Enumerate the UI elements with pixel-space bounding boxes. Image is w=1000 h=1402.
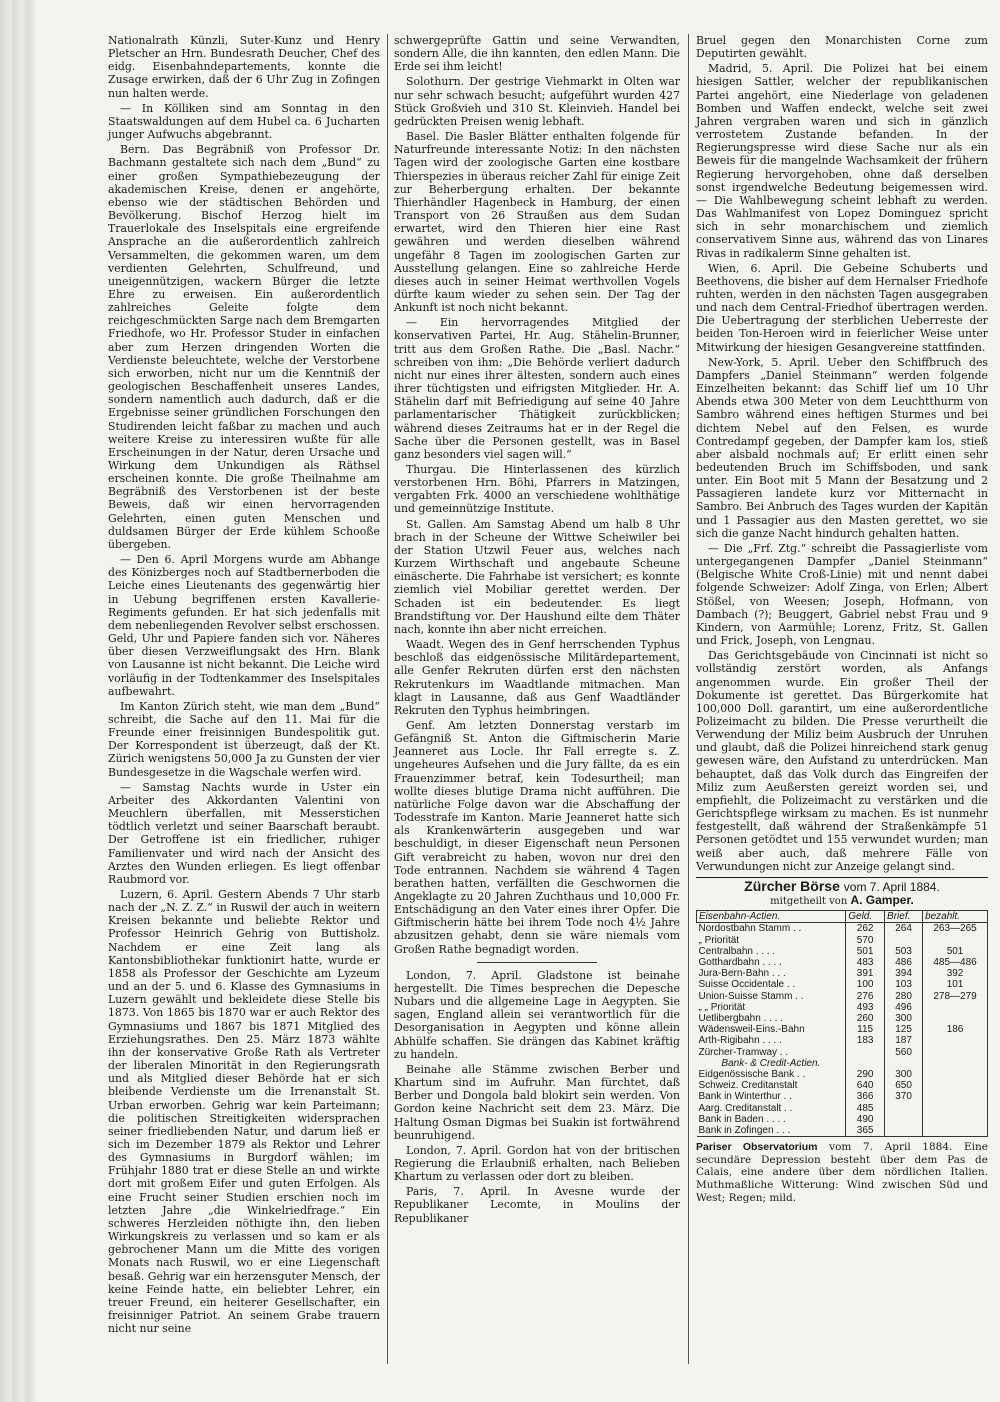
stock-value: 640 <box>846 1080 885 1091</box>
table-row <box>697 1091 988 1102</box>
stock-value <box>923 1103 988 1114</box>
stock-value: 125 <box>885 1024 923 1035</box>
stock-value: 503 <box>885 946 923 957</box>
table-row <box>697 1080 988 1091</box>
bourse-title: Zürcher Börse <box>744 877 840 894</box>
telegram-paragraph: — Die „Frf. Ztg.“ schreibt die Passagierliste vom untergegangenen Dampfer „Daniel Steinmann“ (Belgische White Croß-Linie) mit und nennt dabei folgende Schweizer: Adolf Zinga, von Erlen; Albert Stößel, von Weesen; Joseph, Hofmann, von Dambach (?); Beuggert, Gabriel nebst Frau und 9 Kindern, von Aarmühle; Lorenz, Fritz, St. Gallen und Frick, Joseph, von Lengnau. <box>696 541 988 648</box>
stock-value <box>923 1114 988 1125</box>
telegram-paragraph: New-York, 5. April. Ueber den Schiffbruch des Dampfers „Daniel Steinmann“ werden folgende Einzelheiten bekannt: das Schiff lief um 10 Uhr Abends etwa 300 Meter von dem Leuchtthurm von Sambro während eines heftigen Sturmes und bei dichtem Nebel auf den Felsen, es wurde Contredampf gegeben, der Dampfer kam los, stieß aber alsbald nochmals auf; Er erlitt einen sehr bedeutenden Bruch im Schiffsboden, und sank unter. Ein Boot mit 5 Mann der Besatzung und 2 Passagieren landete kurz vor Mitternacht in Sambro. Bei Anbruch des Tages wurden der Kapitän und 1 Passagier aus den Masten gerettet, wo sie sich die ganze Nacht hindurch gehalten hatten. <box>696 355 988 540</box>
observatory-section <box>696 1141 988 1204</box>
stock-value <box>885 935 923 946</box>
empty-cell <box>885 1058 923 1069</box>
stock-value: 490 <box>846 1114 885 1125</box>
column-rule <box>387 34 388 1364</box>
table-category-row <box>697 1058 988 1069</box>
column-rule <box>688 34 689 1364</box>
stock-value: 485 <box>846 1103 885 1114</box>
table-row <box>697 1024 988 1035</box>
stock-value: 366 <box>846 1091 885 1102</box>
col-header-brief: Brief. <box>885 911 923 923</box>
stock-value: 290 <box>846 1069 885 1080</box>
stock-value: 493 <box>846 1002 885 1013</box>
stock-value: 280 <box>885 991 923 1002</box>
stock-value: 262 <box>846 923 885 935</box>
table-row <box>697 979 988 990</box>
stock-value: 501 <box>846 946 885 957</box>
stock-name: Suisse Occidentale . . <box>697 979 846 990</box>
article-paragraph: St. Gallen. Am Samstag Abend um halb 8 Uhr brach in der Scheune der Wittwe Scheiwiler bei der Station Utzwil Feuer aus, welches nach Kurzem Wirthschaft und angebaute Scheune einäscherte. Die Fahrhabe ist versichert; es konnte ziemlich viel Mobiliar gerettet werden. Der Schaden ist ein bedeutender. Es liegt Brandstiftung vor. Der Haushund eilte dem Thäter nach, konnte ihn aber nicht erreichen. <box>394 517 680 636</box>
stock-value <box>885 1103 923 1114</box>
stock-value: 483 <box>846 957 885 968</box>
stock-value <box>923 1125 988 1137</box>
stock-value: 365 <box>846 1125 885 1137</box>
article-paragraph: Solothurn. Der gestrige Viehmarkt in Olten war nur sehr schwach besucht; aufgeführt wurden 427 Stück Großvieh und 310 St. Kleinvieh. Handel bei gedrückten Preisen wenig lebhaft. <box>394 75 680 128</box>
article-paragraph: Basel. Die Basler Blätter enthalten folgende für Naturfreunde interessante Notiz: In den nächsten Tagen wird der zoologische Garten eine kostbare Thierspezies in überaus reicher Zahl für einige Zeit zur Beherbergung erhalten. Der bekannte Thierhändler Hagenbeck in Hamburg, der einen Transport von 26 Straußen aus dem Sudan erwartet, wird den Thieren hier eine Rast gewähren und werden dieselben während ungefähr 8 Tagen im zoologischen Garten zur Ausstellung gelangen. Eine so zahlreiche Herde dieses auch in seiner Heimat werthvollen Vogels dürfte kaum wieder zu sehen sein. Der Tag der Ankunft ist noch nicht bekannt. <box>394 130 680 315</box>
stock-name: Zürcher-Tramway . . <box>697 1047 846 1058</box>
stock-name: Aarg. Creditanstalt . . <box>697 1103 846 1114</box>
stock-value <box>923 1013 988 1024</box>
paper-edge <box>0 0 38 1402</box>
stock-value <box>923 1047 988 1058</box>
table-row <box>697 968 988 979</box>
stock-value <box>923 1091 988 1102</box>
stock-value: 278—279 <box>923 991 988 1002</box>
article-paragraph: — In Kölliken sind am Sonntag in den Staatswaldungen auf dem Hubel ca. 6 Jucharten junger Aufwuchs abgebrannt. <box>108 101 380 142</box>
stock-value <box>923 935 988 946</box>
telegram-paragraph: Beinahe alle Stämme zwischen Berber und Khartum sind im Aufruhr. Man fürchtet, daß Berber und Dongola bald blokirt sein werden. Von Gordon keine Nachricht seit dem 23. März. Die Haltung Osman Digmas bei Suakin ist fortwährend beunruhigend. <box>394 1062 680 1142</box>
stock-value: 394 <box>885 968 923 979</box>
stock-name: Gotthardbahn . . . . <box>697 957 846 968</box>
bank-category-label: Bank- & Credit-Actien. <box>697 1058 846 1069</box>
table-row <box>697 923 988 935</box>
stock-table-body <box>697 923 988 1137</box>
table-row <box>697 991 988 1002</box>
bourse-sub-prefix: mitgetheilt von <box>770 896 848 907</box>
stock-value <box>923 1035 988 1046</box>
stock-name: Jura-Bern-Bahn . . . <box>697 968 846 979</box>
stock-value: 570 <box>846 935 885 946</box>
stock-value <box>923 1002 988 1013</box>
article-paragraph: Luzern, 6. April. Gestern Abends 7 Uhr starb nach der „N. Z. Z.“ in Ruswil der auch in weitern Kreisen bekannte und beliebte Rektor und Professor Heinrich Gehrig von Buttisholz. Nachdem er eine Zeit lang als Kantonsbibliothekar funktionirt hatte, wurde er 1858 als Professor der Geschichte am Lyzeum und an der 5. und 6. Klasse des Gymnasiums in Luzern gewählt und bekleidete diese Stelle bis 1873. Von 1865 bis 1870 war er auch Rektor des Gymnasiums und 1867 bis 1871 Mitglied des Erziehungsrathes. Den 25. März 1873 wählte ihn der konservative Große Rath als Vertreter der liberalen Minorität in den Regierungsrath und als Mitglied dieser Behörde hat er sich bleibende Verdienste um die Irrenanstalt St. Urban erworben. Gehrig war kein Parteimann; die politischen Streitigkeiten widersprachen seiner friedliebenden Natur, und darum ließ er sich im Dezember 1879 als Rektor und Lehrer des Gymnasiums in Burgdorf wählen; im Frühjahr 1880 trat er diese Stelle an und wirkte dort mit großem Eifer und guten Erfolgen. Als eine Frucht seiner Studien erschien noch im letzten Jahre „die Winkelriedfrage.“ Ein schweres Herzleiden nöthigte ihn, den lieben Wirkungskreis zu verlassen und so kam er als gebrochener Mann um die Mitte des vorigen Monats nach Ruswil, wo er eine Liegenschaft besaß. Gehrig war ein herzensguter Mensch, der keine Feinde hatte, ein beliebter Lehrer, ein treuer Freund, ein heiterer Gesellschafter, ein freisinniger Patriot. An seinem Grabe trauern nicht nur seine <box>108 888 380 1336</box>
stock-value <box>885 1114 923 1125</box>
stock-value: 370 <box>885 1091 923 1102</box>
observatory-text: Eine secundäre Depression besteht über dem Pas de Calais, eine andere über dem nördlichen Italien. Muthmaßliche Witterung: Wind zwischen Süd und West; Regen; mild. <box>696 1141 989 1204</box>
table-row <box>697 1103 988 1114</box>
bourse-date: vom 7. April 1884. <box>843 879 940 894</box>
stock-name: Schweiz. Creditanstalt <box>697 1080 846 1091</box>
col-header-name: Eisenbahn-Actien. <box>697 911 846 923</box>
article-paragraph: — Den 6. April Morgens wurde am Abhange des Könizberges noch auf Stadtbernerboden die Leiche eines Lieutenants des gegenwärtig hier in Uebung begriffenen ersten Kavallerie-Regiments gefunden. Er hat sich jedenfalls mit dem nebenliegenden Revolver selbst erschossen. Geld, Uhr und Papiere fanden sich vor. Näheres über diesen Verzweiflungsakt des Hrn. Blank von Lausanne ist nicht bekannt. Die Leiche wird vorläufig in der Todtenkammer des Inselspitales aufbewahrt. <box>108 553 380 698</box>
telegram-paragraph: Paris, 7. April. In Avesne wurde der Republikaner Lecomte, in Moulins der Republikaner <box>394 1185 680 1225</box>
stock-name: Eidgenössische Bank . . <box>697 1069 846 1080</box>
section-divider <box>477 962 597 963</box>
stock-name: Union-Suisse Stamm . . <box>697 991 846 1002</box>
column-1 <box>108 34 380 1337</box>
telegram-paragraph: Das Gerichtsgebäude von Cincinnati ist nicht so vollständig zerstört worden, als Anfangs angenommen wurde. Ein großer Theil der Dokumente ist gerettet. Das Bürgerkomite hat 100,000 Doll. garantirt, um eine außerordentliche Polizeimacht zu bilden. Die Presse verurtheilt die Verwendung der Miliz beim Ausbruch der Unruhen und glaubt, daß die Polizei hinreichend stark genug gewesen wäre, den Aufstand zu unterdrücken. Man behauptet, daß das Volk durch das Eingreifen der Miliz zum Aeußersten gereizt worden sei, und empfiehlt, die Polizeimacht zu verstärken und die Gerichtspflege wirksam zu machen. Es ist nunmehr festgestellt, daß während der Straßenkämpfe 51 Personen getödtet und 155 verwundet wurden; man weiß aber auch, daß mehrere Fälle von Verwundungen nicht zur Anzeige gelangt sind. <box>696 649 988 873</box>
article-paragraph: Thurgau. Die Hinterlassenen des kürzlich verstorbenen Hrn. Böhi, Pfarrers in Matzingen, vergabten Frk. 4000 an verschiedene wohlthätige und gemeinnützige Institute. <box>394 463 680 516</box>
article-paragraph: Nationalrath Künzli, Suter-Kunz und Henry Pletscher an Hrn. Bundesrath Deucher, Chef des eidg. Eisenbahndepartements, konnte die Zusage erwirken, daß der 6 Uhr Zug in Zofingen nun halten werde. <box>108 34 380 100</box>
col-header-geld: Geld. <box>846 911 885 923</box>
stock-value: 501 <box>923 946 988 957</box>
stock-name: „ „ Priorität <box>697 1002 846 1013</box>
stock-value: 183 <box>846 1035 885 1046</box>
stock-value <box>923 1069 988 1080</box>
stock-exchange-title <box>696 877 988 894</box>
stock-table-header <box>697 911 988 923</box>
stock-value: 391 <box>846 968 885 979</box>
table-row <box>697 1125 988 1137</box>
stock-name: Arth-Rigibahn . . . . <box>697 1035 846 1046</box>
table-row <box>697 1013 988 1024</box>
telegram-paragraph: London, 7. April. Gordon hat von der britischen Regierung die Erlaubniß erhalten, nach Belieben Khartum zu verlassen oder dort zu bleiben. <box>394 1143 680 1184</box>
telegram-paragraph: Madrid, 5. April. Die Polizei hat bei einem hiesigen Sattler, welcher der republikanischen Partei angehört, eine Niederlage von geladenen Bomben und Waffen endeckt, welche seit zwei Jahren vergraben waren und sich in gänzlich verrostetem Zustande befanden. In der Regierungspresse wird diese Sache nur als ein Beweis für die mangelnde Wachsamkeit der frühern Regierung hervorgehoben, ohne daß derselben sonst irgendwelche Bedeutung beigemessen wird. — Die Wahlbewegung scheint lebhaft zu werden. Das Wahlmanifest von Lopez Dominguez spricht sich in sehr monarchischem und ziemlich conservativem Sinne aus, während das von Linares Rivas in radikalerm Sinne gehalten ist. <box>696 62 988 260</box>
table-row <box>697 1035 988 1046</box>
table-row <box>697 935 988 946</box>
stock-exchange-section <box>696 877 988 1137</box>
stock-value: 485—486 <box>923 957 988 968</box>
stock-value: 560 <box>885 1047 923 1058</box>
bourse-sub-name: A. Gamper. <box>850 893 914 907</box>
table-row <box>697 1069 988 1080</box>
telegram-paragraph: Wien, 6. April. Die Gebeine Schuberts und Beethovens, die bisher auf dem Hernalser Friedhofe ruhten, werden in den nächsten Tagen ausgegraben und nach dem Central-Friedhof übertragen werden. Die Uebertragung der sterblichen Ueberreste der beiden Ton-Heroen wird in feierlicher Weise unter Mitwirkung der hiesigen Gesangvereine stattfinden. <box>696 261 988 354</box>
empty-cell <box>846 1058 885 1069</box>
stock-value: 276 <box>846 991 885 1002</box>
article-paragraph: — Samstag Nachts wurde in Uster ein Arbeiter des Akkordanten Valentini von Meuchlern überfallen, mit Messerstichen tödtlich verletzt und seiner Baarschaft beraubt. Der Getroffene ist ein friedlicher, ruhiger Familienvater und wird nach der Ansicht des Arztes den Wunden erliegen. Es liegt offenbar Raubmord vor. <box>108 780 380 886</box>
stock-table <box>696 910 988 1137</box>
stock-value: 260 <box>846 1013 885 1024</box>
stock-value: 187 <box>885 1035 923 1046</box>
table-row <box>697 1002 988 1013</box>
empty-cell <box>923 1058 988 1069</box>
stock-name: Wädensweil-Eins.-Bahn <box>697 1024 846 1035</box>
stock-value: 650 <box>885 1080 923 1091</box>
article-paragraph: Bern. Das Begräbniß von Professor Dr. Bachmann gestaltete sich nach dem „Bund“ zu einer großen Sympathiebezeugung der akademischen Kreise, denen er angehörte, ebenso wie der städtischen Behörden und Bevölkerung. Bischof Herzog hielt im Trauerlokale des Inselspitals eine ergreifende Ansprache an die außerordentlich zahlreich Versammelten, die gekommen waren, um dem verdienten Gelehrten, Schulfreund, und uneigennützigen, wackern Bürger die letzte Ehre zu erweisen. Ein außerordentlich zahlreiches Geleite folgte dem reichgeschmückten Sarge nach dem Bremgarten Friedhofe, wo Hr. Professor Studer in einfachen aber zum Herzen dringenden Worten die Verdienste beleuchtete, welche der Verstorbene sich erworben, nicht nur um die Kenntniß der geologischen Beschaffenheit unseres Landes, sondern namentlich auch dadurch, daß er die Ergebnisse seiner gründlichen Forschungen den Studirenden leicht faßbar zu machen und auch weitere Kreise zu interessiren wußte für alle Erscheinungen in der Natur, deren Ursache und Wirkung dem Unkundigen als Räthsel erscheinen konnte. Die große Theilnahme am Begräbniß des Verstorbenen ist der beste Beweis, daß wir einen hervorragenden Gelehrten, einen guten Menschen und duldsamen Bürger der Erde kühlem Schooße übergeben. <box>108 143 380 551</box>
stock-name: Bank in Winterthur . . <box>697 1091 846 1102</box>
stock-value: 103 <box>885 979 923 990</box>
observatory-date: vom 7. April 1884. <box>829 1141 953 1154</box>
article-paragraph: schwergeprüfte Gattin und seine Verwandten, sondern Alle, die ihn kannten, den edlen Mann. Die Erde sei ihm leicht! <box>394 34 680 74</box>
stock-name: Uetlibergbahn . . . . <box>697 1013 846 1024</box>
stock-value <box>846 1047 885 1058</box>
stock-value: 300 <box>885 1013 923 1024</box>
telegram-paragraph: London, 7. April. Gladstone ist beinahe hergestellt. Die Times besprechen die Depesche Nubars und die allgemeine Lage in Aegypten. Sie sagen, England allein sei verantwortlich für die Desorganisation in Aegypten und könne allein Abhülfe schaffen. Sie drängen das Kabinet kräftig zu handeln. <box>394 968 680 1061</box>
article-paragraph: Genf. Am letzten Donnerstag verstarb im Gefängniß St. Anton die Giftmischerin Marie Jeanneret aus Locle. Ihr Fall erregte s. Z. ungeheures Aufsehen und die Jury fällte, da es ein Frauenzimmer betraf, kein Todesurtheil; man wollte dieses blutige Drama nicht aufführen. Die natürliche Folge davon war die Abschaffung der Todesstrafe im Kanton. Marie Jeanneret hatte sich als Krankenwärterin ausgegeben und war beschuldigt, in dieser Eigenschaft neun Personen Gift verabreicht zu haben, wovon nur drei den Tode entrannen. Nachdem sie während 4 Tagen berathen hatten, verfällten die Geschwornen die Angeklagte zu 20 Jahren Zuchthaus und 10,000 Fr. Entschädigung an den Vater eines ihrer Opfer. Die Giftmischerin hätte bei ihrem Tode noch 4½ Jahre abzusitzen gehabt, denn sie wäre niemals vom Großen Rathe begnadigt worden. <box>394 718 680 956</box>
stock-value: 100 <box>846 979 885 990</box>
stock-value: 486 <box>885 957 923 968</box>
stock-value: 263—265 <box>923 923 988 935</box>
stock-name: Bank in Baden . . . . <box>697 1114 846 1125</box>
bourse-subtitle <box>696 894 988 908</box>
stock-name: „ Priorität <box>697 935 846 946</box>
column-3 <box>696 34 988 1204</box>
newspaper-page <box>108 34 988 1374</box>
stock-value: 101 <box>923 979 988 990</box>
article-paragraph: Waadt. Wegen des in Genf herrschenden Typhus beschloß das eidgenössische Militärdepartement, alle Genfer Rekruten dürfen erst den nächsten Rekrutenkurs im Waadtlande mitmachen. Man klagt in Lausanne, daß aus Genf Waadtländer Rekruten den Typhus heimbringen. <box>394 638 680 717</box>
stock-value <box>923 1080 988 1091</box>
stock-name: Centralbahn . . . . <box>697 946 846 957</box>
telegram-paragraph: Bruel gegen den Monarchisten Corne zum Deputirten gewählt. <box>696 34 988 61</box>
table-row <box>697 1047 988 1058</box>
stock-value: 186 <box>923 1024 988 1035</box>
stock-value: 115 <box>846 1024 885 1035</box>
table-row <box>697 957 988 968</box>
stock-name: Bank in Zofingen . . . <box>697 1125 846 1137</box>
article-paragraph: — Ein hervorragendes Mitglied der konservativen Partei, Hr. Aug. Stähelin-Brunner, tritt aus dem Großen Rathe. Die „Basl. Nachr.“ schreiben von ihm: „Die Behörde verliert dadurch nicht nur eines ihrer ältesten, sondern auch eines ihrer tüchtigsten und eifrigsten Mitglieder. Hr. A. Stähelin darf mit Befriedigung auf seine 40 Jahre parlamentarischer Thätigkeit zurückblicken; während dieses Zeitraums hat er in der Regel die Sache über die Personen gestellt, was in Basel ganz besonders viel sagen will.“ <box>394 316 680 461</box>
column-2 <box>394 34 680 1227</box>
stock-value <box>885 1125 923 1137</box>
article-paragraph: Im Kanton Zürich steht, wie man dem „Bund“ schreibt, die Sache auf den 11. Mai für die Freunde einer freisinnigen Bundespolitik gut. Der Korrespondent ist überzeugt, daß der Kt. Zürich wenigstens 50,000 Ja zu Gunsten der vier Bundesgesetze in die Wagschale werfen wird. <box>108 699 380 779</box>
stock-value: 300 <box>885 1069 923 1080</box>
stock-value: 392 <box>923 968 988 979</box>
table-row <box>697 946 988 957</box>
table-row <box>697 1114 988 1125</box>
stock-value: 264 <box>885 923 923 935</box>
observatory-title: Pariser Observatorium <box>696 1141 818 1154</box>
stock-name: Nordostbahn Stamm . . <box>697 923 846 935</box>
col-header-bezahlt: bezahlt. <box>923 911 988 923</box>
stock-value: 496 <box>885 1002 923 1013</box>
